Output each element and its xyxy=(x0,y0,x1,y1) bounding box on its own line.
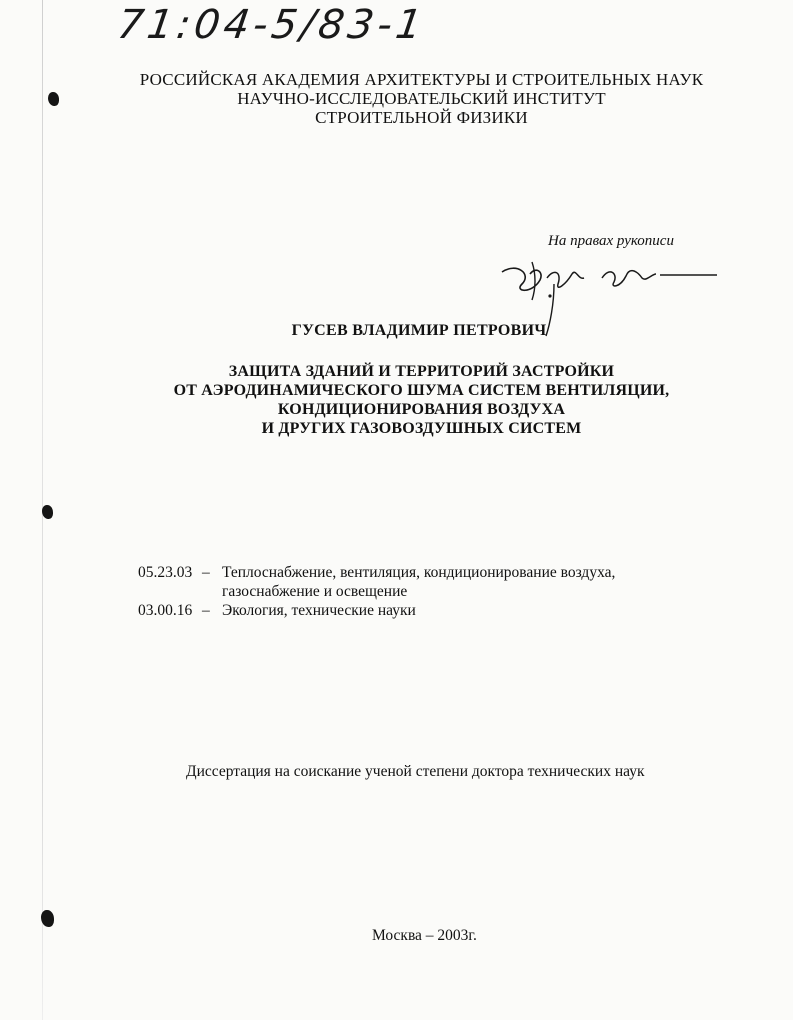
institution-line: НАУЧНО-ИССЛЕДОВАТЕЛЬСКИЙ ИНСТИТУТ xyxy=(237,89,606,108)
title-line: И ДРУГИХ ГАЗОВОЗДУШНЫХ СИСТЕМ xyxy=(261,420,582,437)
title-line: ОТ АЭРОДИНАМИЧЕСКОГО ШУМА СИСТЕМ ВЕНТИЛЯЦИИ, xyxy=(173,382,670,399)
institution-line: СТРОИТЕЛЬНОЙ ФИЗИКИ xyxy=(315,108,528,127)
dissertation-title xyxy=(0,362,793,438)
author-name xyxy=(0,322,793,340)
specialty-row xyxy=(138,601,615,620)
institution-line: РОССИЙСКАЯ АКАДЕМИЯ АРХИТЕКТУРЫ И СТРОИТЕЛЬНЫХ НАУК xyxy=(139,70,704,89)
specialty-list xyxy=(138,563,615,620)
specialty-code: 05.23.03 xyxy=(138,564,193,581)
author-name-text: ГУСЕВ ВЛАДИМИР ПЕТРОВИЧ xyxy=(291,322,547,339)
specialty-dash: – xyxy=(202,564,210,581)
specialty-row xyxy=(138,563,615,582)
city-year: Москва – 2003г. xyxy=(372,927,477,944)
degree-statement: Диссертация на соискание ученой степени доктора технических наук xyxy=(186,763,645,780)
specialty-dash: – xyxy=(202,602,210,619)
manuscript-rights-note: На правах рукописи xyxy=(548,233,674,249)
punch-hole-mark xyxy=(41,910,54,927)
specialty-continuation: газоснабжение и освещение xyxy=(222,583,408,600)
punch-hole-mark xyxy=(42,505,53,519)
archive-code: 71:04-5/83-1 xyxy=(114,2,429,48)
institution-header xyxy=(0,70,793,127)
specialty-text: Теплоснабжение, вентиляция, кондиционирование воздуха, xyxy=(222,564,616,581)
title-line: КОНДИЦИОНИРОВАНИЯ ВОЗДУХА xyxy=(277,401,566,418)
specialty-code: 03.00.16 xyxy=(138,602,193,619)
specialty-text: Экология, технические науки xyxy=(222,602,416,619)
title-line: ЗАЩИТА ЗДАНИЙ И ТЕРРИТОРИЙ ЗАСТРОЙКИ xyxy=(228,363,615,380)
